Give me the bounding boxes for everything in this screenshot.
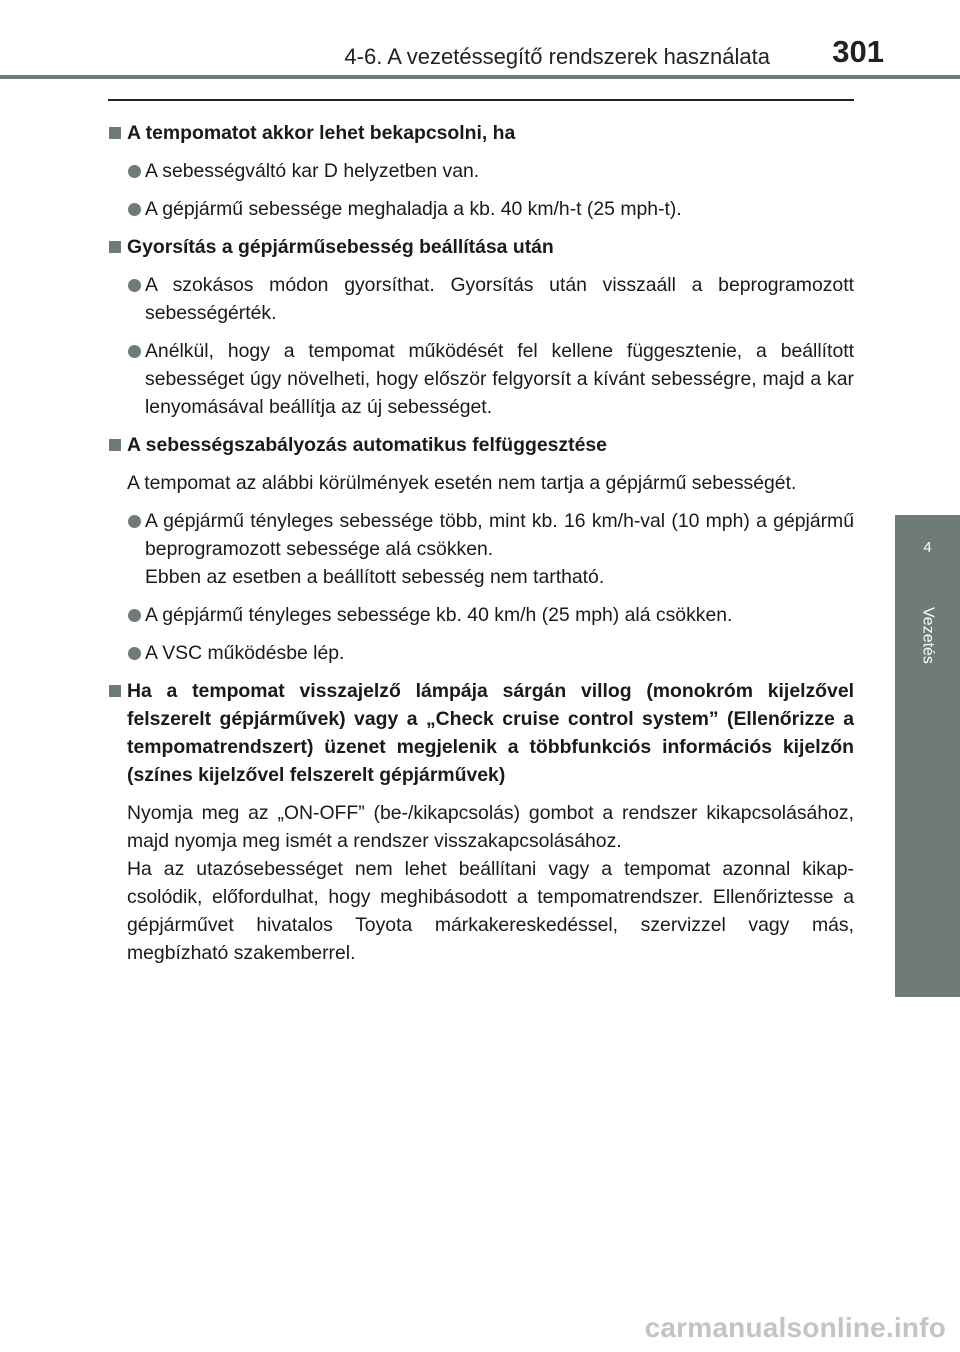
list-item: A gépjármű tényleges sebessége kb. 40 km/h (25 mph) alá csökken. (108, 601, 854, 629)
square-bullet-icon (109, 127, 121, 139)
round-bullet-icon (128, 279, 141, 292)
chapter-label: Vezetés (919, 607, 937, 664)
list-item: Anélkül, hogy a tempomat működését fel kellene függesztenie, a beállított sebességet úgy növelheti, hogy először felgyorsít a kívánt sebességre, majd a kar lenyomásával beállítja az új sebességet. (108, 337, 854, 421)
section-heading: Ha a tempomat visszajelző lámpája sárgán villog (monokróm kijelzővel felszerelt gépjárművek) vagy a „Check cruise control system” (Ellenőrizze a tempomatrendszert) üzenet megjelenik a többfunkciós információs kijelzőn (színes kijelzővel felszerelt gépjárművek) (108, 677, 854, 789)
chapter-number: 4 (923, 539, 932, 556)
list-item: A gépjármű tényleges sebessége több, mint kb. 16 km/h-val (10 mph) a gépjármű beprogramozott sebessége alá csökken. Ebben az esetben a beállított sebesség nem tartható. (108, 507, 854, 591)
square-bullet-icon (109, 685, 121, 697)
section-heading: A sebességszabályozás automatikus felfüggesztése (108, 431, 854, 459)
square-bullet-icon (109, 439, 121, 451)
round-bullet-icon (128, 345, 141, 358)
page-number: 301 (832, 34, 884, 69)
round-bullet-icon (128, 203, 141, 216)
square-bullet-icon (109, 241, 121, 253)
list-item: A sebességváltó kar D helyzetben van. (108, 157, 854, 185)
section-heading: Gyorsítás a gépjárműsebesség beállítása után (108, 233, 854, 261)
section-title: 4-6. A vezetéssegítő rendszerek használata (344, 44, 770, 69)
paragraph: Nyomja meg az „ON-OFF” (be-/kikapcsolás) gombot a rendszer kikapcsolásához, majd nyomja meg ismét a rendszer visszakapcsolásához. (127, 802, 854, 852)
header-rule (0, 75, 960, 79)
content-divider (108, 99, 854, 101)
section-heading: A tempomatot akkor lehet bekapcsolni, ha (108, 119, 854, 147)
paragraph: Ha az utazósebességet nem lehet beállítani vagy a tempomat azonnal kikapcsolódik, előfordulhat, hogy meghibásodott a tempomatrendszer. Ellenőriztesse a gépjárművet hivatalos Toyota márkakereskedéssel, szervizzel vagy más, megbízható szakemberrel. (127, 858, 854, 964)
chapter-tab (895, 515, 960, 597)
round-bullet-icon (128, 165, 141, 178)
list-item: A gépjármű sebessége meghaladja a kb. 40 km/h-t (25 mph-t). (108, 195, 854, 223)
section-intro: A tempomat az alábbi körülmények esetén nem tartja a gépjármű sebességét. (127, 472, 797, 494)
list-item: A VSC működésbe lép. (108, 639, 854, 667)
watermark: carmanualsonline.info (644, 1312, 946, 1343)
list-item: A szokásos módon gyorsíthat. Gyorsítás után visszaáll a beprogramozott sebességérték. (108, 271, 854, 327)
bullet-note: Ebben az esetben a beállított sebesség nem tartható. (145, 566, 605, 588)
chapter-strip (895, 597, 960, 997)
round-bullet-icon (128, 609, 141, 622)
page-content (108, 112, 854, 977)
round-bullet-icon (128, 515, 141, 528)
round-bullet-icon (128, 647, 141, 660)
